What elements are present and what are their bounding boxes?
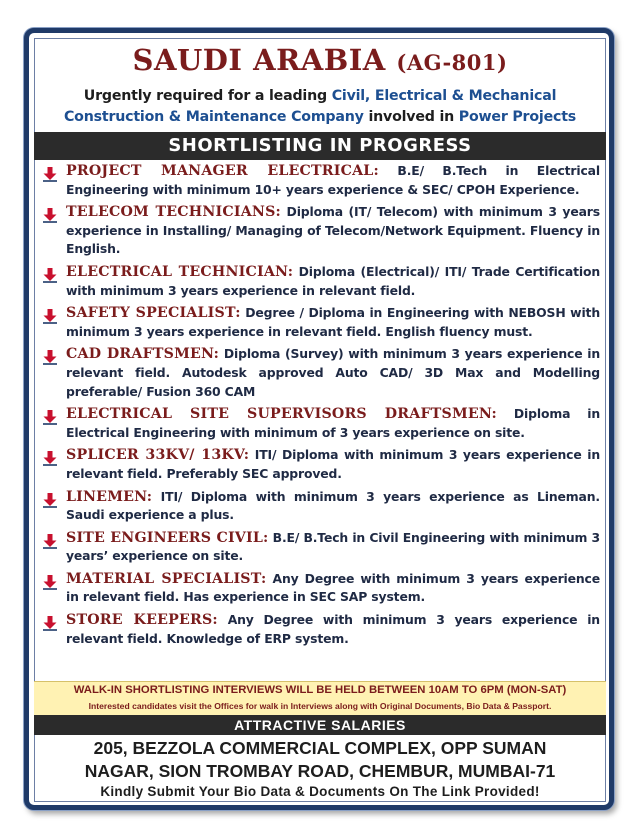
job-description: Any Degree with minimum 3 years experience in relevant field. Has experience in SEC SAP system. (66, 570, 601, 605)
job-title: PROJECT MANAGER ELECTRICAL: (66, 163, 379, 179)
subtitle-middle: involved in (363, 109, 459, 125)
arrow-down-bullet-icon (42, 492, 58, 508)
arrow-down-bullet-icon (42, 349, 58, 365)
job-title: SPLICER 33KV/ 13KV: (66, 447, 250, 464)
walkin-line-1: WALK-IN SHORTLISTING INTERVIEWS WILL BE HELD BETWEEN 10AM TO 6PM (MON-SAT) (73, 684, 567, 696)
job-item (40, 203, 600, 259)
job-text (66, 304, 600, 341)
job-text (66, 263, 600, 300)
subtitle-line-2 (34, 107, 606, 127)
job-text (66, 405, 600, 442)
job-description: B.E/ B.Tech in Civil Engineering with minimum 3 years’ experience on site. (66, 529, 600, 564)
subtitle-highlight-2: Construction & Maintenance Company (63, 109, 364, 125)
job-item (40, 488, 600, 525)
job-item (40, 529, 600, 566)
address-line-2: NAGAR, SION TROMBAY ROAD, CHEMBUR, MUMBAI-71 (84, 761, 556, 781)
job-item (40, 570, 600, 607)
job-item (40, 263, 600, 300)
job-title: LINEMEN: (66, 488, 153, 505)
arrow-down-bullet-icon (42, 166, 58, 182)
job-description: ITI/ Diploma with minimum 3 years experience in relevant field. Preferably SEC approved. (66, 447, 600, 481)
job-item (40, 162, 600, 199)
job-description: Diploma in Electrical Engineering with minimum of 3 years experience on site. (66, 406, 600, 440)
arrow-down-bullet-icon (42, 615, 58, 631)
arrow-down-bullet-icon (42, 450, 58, 466)
walkin-line-2: Interested candidates visit the Offices for walk in Interviews along with Original Documents, Bio Data & Passport. (88, 701, 552, 711)
job-title: TELECOM TECHNICIANS: (66, 204, 281, 221)
job-text (66, 203, 600, 259)
walkin-notice (34, 681, 606, 716)
job-title: ELECTRICAL TECHNICIAN: (66, 263, 294, 280)
arrow-down-bullet-icon (42, 267, 58, 283)
job-description: Any Degree with minimum 3 years experience in relevant field. Knowledge of ERP system. (66, 612, 600, 646)
salaries-banner: ATTRACTIVE SALARIES (34, 715, 606, 735)
page-title (34, 40, 606, 83)
job-text (66, 345, 600, 401)
job-description: Diploma (Electrical)/ ITI/ Trade Certification with minimum 3 years experience in relevant field. (66, 263, 600, 298)
arrow-down-bullet-icon (42, 207, 58, 223)
arrow-down-bullet-icon (42, 409, 58, 425)
job-list (40, 162, 600, 652)
job-item (40, 611, 600, 648)
job-title: ELECTRICAL SITE SUPERVISORS DRAFTSMEN: (66, 406, 497, 423)
job-item (40, 446, 600, 483)
subtitle-highlight-3: Power Projects (458, 109, 577, 125)
job-title: SAFETY SPECIALIST: (66, 305, 241, 322)
shortlisting-banner: SHORTLISTING IN PROGRESS (34, 132, 606, 160)
address-line-1: 205, BEZZOLA COMMERCIAL COMPLEX, OPP SUMAN (93, 738, 547, 758)
arrow-down-bullet-icon (42, 574, 58, 590)
subtitle-prefix: Urgently required for a leading (83, 88, 332, 104)
title-code: (AG-801) (396, 50, 508, 75)
job-text (66, 162, 600, 199)
job-title: STORE KEEPERS: (66, 612, 218, 629)
job-description: Diploma (Survey) with minimum 3 years experience in relevant field. Autodesk approved Auto CAD/ 3D Max and Modelling preferable/ Fusion 360 CAM (66, 346, 600, 399)
job-text (66, 529, 600, 566)
job-item (40, 345, 600, 401)
submit-instruction: Kindly Submit Your Bio Data & Documents On The Link Provided! (100, 784, 540, 799)
arrow-down-bullet-icon (42, 308, 58, 324)
job-description: B.E/ B.Tech in Electrical Engineering with minimum 10+ years experience & SEC/ CPOH Experience. (66, 163, 600, 197)
job-text (66, 611, 600, 648)
job-item (40, 405, 600, 442)
job-description: ITI/ Diploma with minimum 3 years experience as Lineman. Saudi experience a plus. (66, 488, 600, 523)
job-text (66, 446, 600, 483)
job-title: CAD DRAFTSMEN: (66, 346, 220, 363)
subtitle-highlight-1: Civil, Electrical & Mechanical (331, 88, 557, 104)
job-text (66, 570, 600, 607)
office-address (34, 737, 606, 783)
job-description: Degree / Diploma in Engineering with NEBOSH with minimum 3 years experience in relevant field. English fluency must. (66, 305, 600, 339)
job-item (40, 304, 600, 341)
job-text (66, 488, 600, 525)
job-description: Diploma (IT/ Telecom) with minimum 3 years experience in Installing/ Managing of Telecom/Network Equipment. Fluency in English. (66, 204, 600, 257)
title-country: SAUDI ARABIA (132, 43, 386, 77)
job-title: MATERIAL SPECIALIST: (66, 570, 267, 587)
subtitle-line-1 (34, 86, 606, 106)
arrow-down-bullet-icon (42, 533, 58, 549)
job-title: SITE ENGINEERS CIVIL: (66, 529, 269, 546)
